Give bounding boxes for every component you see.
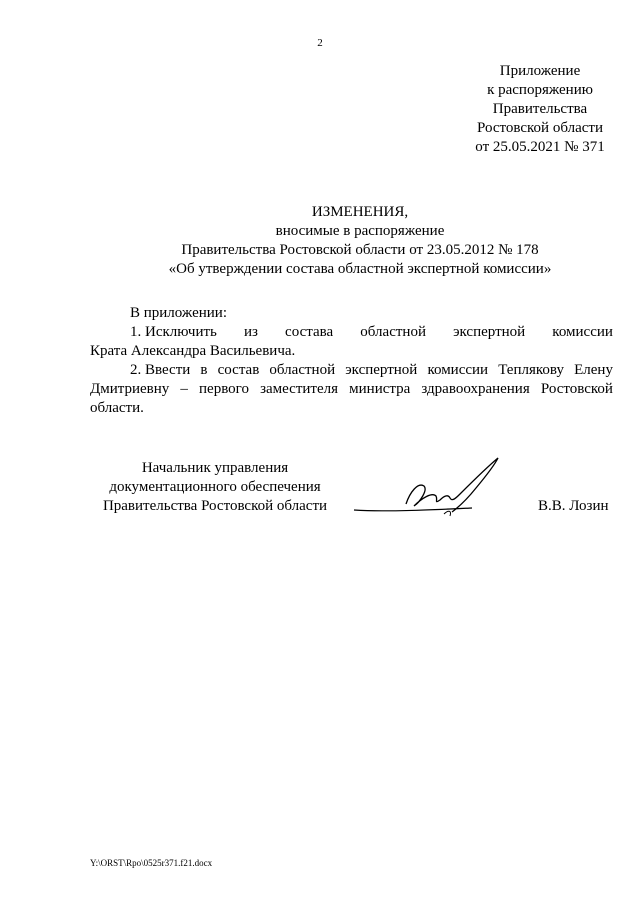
appendix-line: от 25.05.2021 № 371 [475, 139, 605, 155]
appendix-line: Правительства [492, 101, 588, 117]
appendix-note [440, 62, 640, 157]
appendix-line: Ростовской области [477, 120, 603, 136]
word: – [180, 381, 188, 397]
word: первого [199, 381, 249, 397]
appendix-line: Приложение [499, 63, 581, 79]
position-line: документационного обеспечения [109, 479, 321, 495]
word: в [200, 362, 208, 378]
word: из [243, 324, 258, 340]
word: состав [217, 362, 260, 378]
word: Ростовской [540, 381, 613, 397]
heading-line: «Об утверждении состава областной экспертной комиссии» [168, 261, 552, 277]
word: 2. Ввести [130, 362, 191, 378]
word: областной [269, 362, 336, 378]
word: министра [349, 381, 411, 397]
intro-paragraph: В приложении: [130, 305, 227, 321]
signatory-position [90, 459, 340, 516]
position-line: Начальник управления [141, 460, 289, 476]
word: Елену [574, 362, 613, 378]
word: заместителя [260, 381, 339, 397]
file-path-footer: Y:\ORST\Rpo\0525r371.f21.docx [90, 858, 213, 868]
item1-line-end: Крата Александра Васильевича. [90, 343, 296, 359]
appendix-line: к распоряжению [487, 82, 593, 98]
word: областной [360, 324, 426, 340]
document-heading [90, 203, 630, 279]
word: здравоохранения [421, 381, 530, 397]
word: состава [285, 324, 334, 340]
document-body [90, 304, 613, 418]
word: комиссии [552, 324, 613, 340]
word: комиссии [427, 362, 489, 378]
word: 1. Исключить [130, 324, 217, 340]
heading-line: Правительства Ростовской области от 23.05.2012 № 178 [181, 242, 539, 258]
signer-name: В.В. Лозин [538, 498, 609, 514]
position-line: Правительства Ростовской области [102, 498, 328, 514]
page-number: 2 [317, 37, 323, 49]
word: Теплякову [498, 362, 564, 378]
item2-line [90, 361, 613, 380]
word: Дмитриевну [90, 381, 170, 397]
item2-line [90, 380, 613, 399]
heading-line: вносимые в распоряжение [275, 223, 445, 239]
item1-line [90, 323, 613, 342]
word: экспертной [453, 324, 526, 340]
item2-line-end: области. [90, 400, 144, 416]
heading-title: ИЗМЕНЕНИЯ, [311, 204, 409, 220]
word: экспертной [345, 362, 418, 378]
handwritten-signature [348, 452, 508, 524]
